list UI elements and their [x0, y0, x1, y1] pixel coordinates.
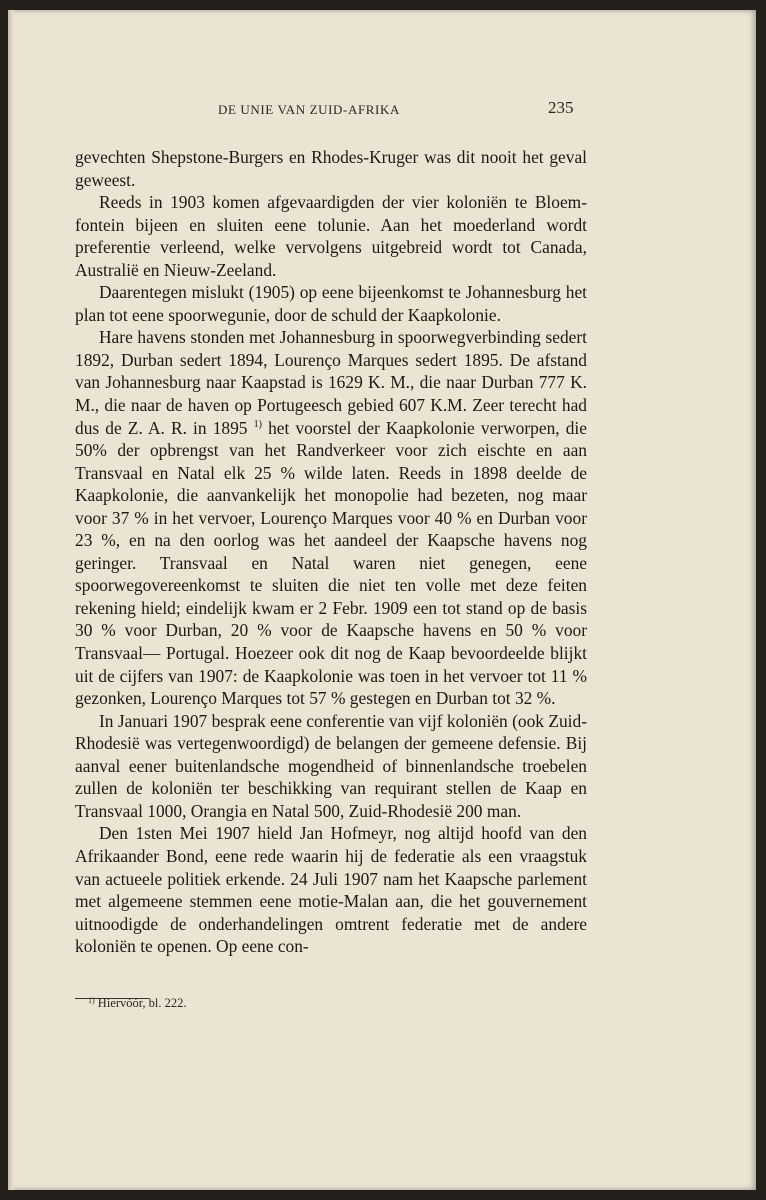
- page-gutter: [8, 10, 14, 1190]
- paragraph: gevechten Shepstone-Burgers en Rhodes-Kruger was dit nooit het geval geweest.: [75, 147, 587, 190]
- footnote-marker: 1): [88, 996, 95, 1005]
- paragraph: Daarentegen mislukt (1905) op eene bijeenkomst te Johannesburg het plan tot eene spoorwegunie, door de schuld der Kaapkolonie.: [75, 282, 587, 325]
- body-text: [75, 146, 587, 958]
- footnote-reference: 1): [253, 418, 262, 430]
- paragraph-text: het voorstel der Kaapkolonie verworpen, die 50% der opbrengst van het Randverkeer voor zich eischte en aan Transvaal en Natal elk 25 % wilde laten. Reeds in 1898 deelde de Kaapkolonie, die aanvankelijk het monopolie had bezeten, nog maar voor 37 % in het vervoer, Lourenço Marques voor 40 % en Durban voor 23 %, en na den oorlog was het aandeel der Kaapsche havens nog geringer. Transvaal en Natal waren niet genegen, eene spoorwegovereenkomst te sluiten die niet ten volle met deze feiten rekening hield; eindelijk kwam er 2 Febr. 1909 een tot stand op de basis 30 % voor Durban, 20 % voor de Kaapsche havens en 50 % voor Transvaal— Portugal. Hoezeer ook dit nog de Kaap bevoordeelde blijkt uit de cijfers van 1907: de Kaapkolonie was toen in het vervoer tot 11 % gezonken, Lourenço Marques tot 57 % gestegen en Durban tot 32 %.: [75, 417, 587, 709]
- book-page: [8, 10, 756, 1190]
- paragraph-text: Hare havens stonden met Johannesburg in spoorwegverbinding sedert 1892, Durban sedert 1894, Lourenço Marques sedert 1895. De afstand van Johannesburg naar Kaapstad is 1629 K. M., die naar Durban 777 K. M., die naar de haven op Portugeesch gebied 607 K.M. Zeer terecht had dus de Z. A. R. in 1895: [75, 327, 587, 438]
- page-header: [8, 98, 756, 126]
- page-number: 235: [548, 98, 574, 117]
- paragraph: In Januari 1907 besprak eene conferentie van vijf koloniën (ook Zuid-Rhodesië was vertegenwoordigd) de belangen der gemeene defensie. Bij aanval eener buitenlandsche mogendheid of binnenlandsche troebelen zullen de koloniën ter beschikking van requirant stellen de Kaap en Transvaal 1000, Orangia en Natal 500, Zuid-Rhodesië 200 man.: [75, 710, 587, 821]
- paragraph: Reeds in 1903 komen afgevaardigden der vier koloniën te Bloemfontein bijeen en sluiten eene tolunie. Aan het moederland wordt preferentie verleend, welke vervolgens uitgebreid wordt tot Canada, Australië en Nieuw-Zeeland.: [75, 192, 587, 280]
- footnote-text: Hiervóór, bl. 222.: [97, 996, 187, 1010]
- paragraph: [75, 326, 587, 709]
- paragraph: Den 1sten Mei 1907 hield Jan Hofmeyr, nog altijd hoofd van den Afrikaander Bond, eene rede waarin hij de federatie als een vraagstuk van actueele politiek erkende. 24 Juli 1907 nam het Kaapsche parlement met algemeene stemmen eene motie-Malan aan, die het gouvernement uitnoodigde de onderhandelingen omtrent federatie met de andere koloniën te openen. Op eene con-: [75, 823, 587, 957]
- footnote: [88, 996, 187, 1011]
- running-title: DE UNIE VAN ZUID-AFRIKA: [218, 102, 400, 117]
